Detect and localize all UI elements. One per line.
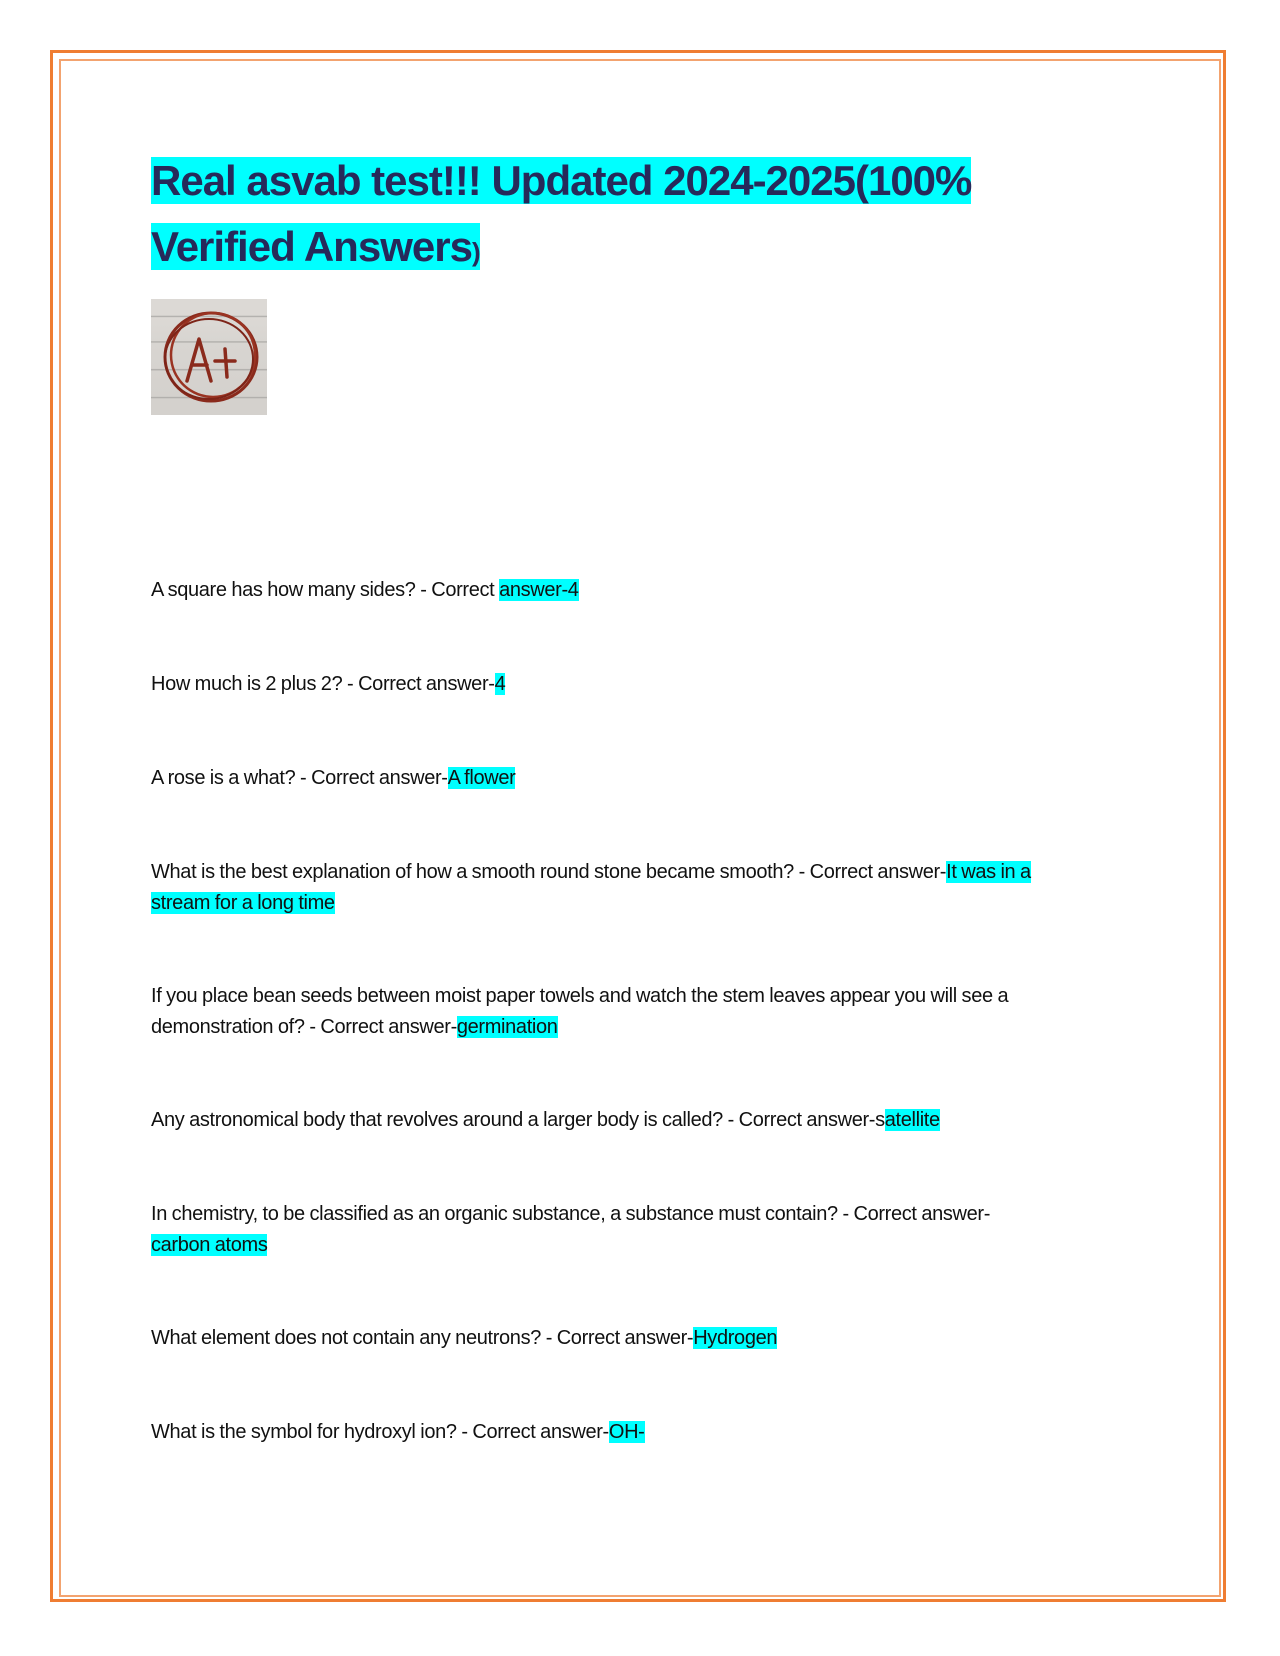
title-line-2-text: Verified Answers <box>151 223 472 270</box>
qa-item-8 <box>151 1324 1141 1355</box>
title-closing-paren: ) <box>471 237 480 267</box>
question-text: A rose is a what? - Correct answer- <box>151 767 448 789</box>
qa-item-3 <box>151 764 1141 795</box>
question-text: A square has how many sides? - Correct <box>151 579 500 601</box>
title-line-1 <box>151 150 971 212</box>
page-inner-border <box>59 59 1221 1597</box>
qa-line <box>151 764 1141 795</box>
question-text: How much is 2 plus 2? - Correct answer- <box>151 673 495 695</box>
question-text: What element does not contain any neutrons? - Correct answer- <box>151 1327 694 1349</box>
answer-highlight: 4 <box>494 673 506 695</box>
qa-item-9 <box>151 1418 1141 1449</box>
answer-highlight: OH- <box>608 1421 645 1443</box>
answer-highlight: atellite <box>884 1109 940 1131</box>
answer-highlight-continued: stream for a long time <box>151 892 335 914</box>
question-text-continued: demonstration of? - Correct answer- <box>151 1016 457 1038</box>
qa-line <box>151 1324 1141 1355</box>
answer-highlight: Hydrogen <box>693 1327 778 1349</box>
qa-line-continued <box>151 1013 1141 1044</box>
qa-item-1 <box>151 576 1141 607</box>
title-highlight-1: Real asvab test!!! Updated 2024-2025(100% <box>151 157 972 204</box>
qa-line <box>151 670 1141 701</box>
qa-item-4 <box>151 858 1141 920</box>
a-plus-circle-icon <box>151 299 267 415</box>
answer-highlight: A flower <box>447 767 516 789</box>
title-line-2 <box>151 216 971 278</box>
qa-line-continued <box>151 889 1141 920</box>
answer-highlight: germination <box>456 1016 558 1038</box>
answer-highlight: answer-4 <box>499 579 579 601</box>
document-title <box>151 150 971 282</box>
a-plus-grade-image <box>151 299 267 415</box>
answer-highlight: carbon atoms <box>151 1234 268 1256</box>
qa-line-continued <box>151 1231 1141 1262</box>
answer-highlight: It was in a <box>946 861 1031 883</box>
question-text: In chemistry, to be classified as an organic substance, a substance must contain? - Correct answer- <box>151 1203 991 1225</box>
qa-item-2 <box>151 670 1141 701</box>
qa-item-6 <box>151 1106 1141 1137</box>
qa-line <box>151 1200 1141 1231</box>
question-text: Any astronomical body that revolves around a larger body is called? - Correct answer-s <box>151 1109 885 1131</box>
question-text: What is the best explanation of how a smooth round stone became smooth? - Correct answer- <box>151 861 947 883</box>
question-text: If you place bean seeds between moist paper towels and watch the stem leaves appear you will see a <box>151 985 1009 1007</box>
title-highlight-2 <box>151 223 480 270</box>
qa-line <box>151 982 1141 1013</box>
qa-line <box>151 1418 1141 1449</box>
qa-item-7 <box>151 1200 1141 1262</box>
qa-line <box>151 1106 1141 1137</box>
qa-line <box>151 858 1141 889</box>
question-text: What is the symbol for hydroxyl ion? - Correct answer- <box>151 1421 609 1443</box>
qa-line <box>151 576 1141 607</box>
qa-item-5 <box>151 982 1141 1044</box>
